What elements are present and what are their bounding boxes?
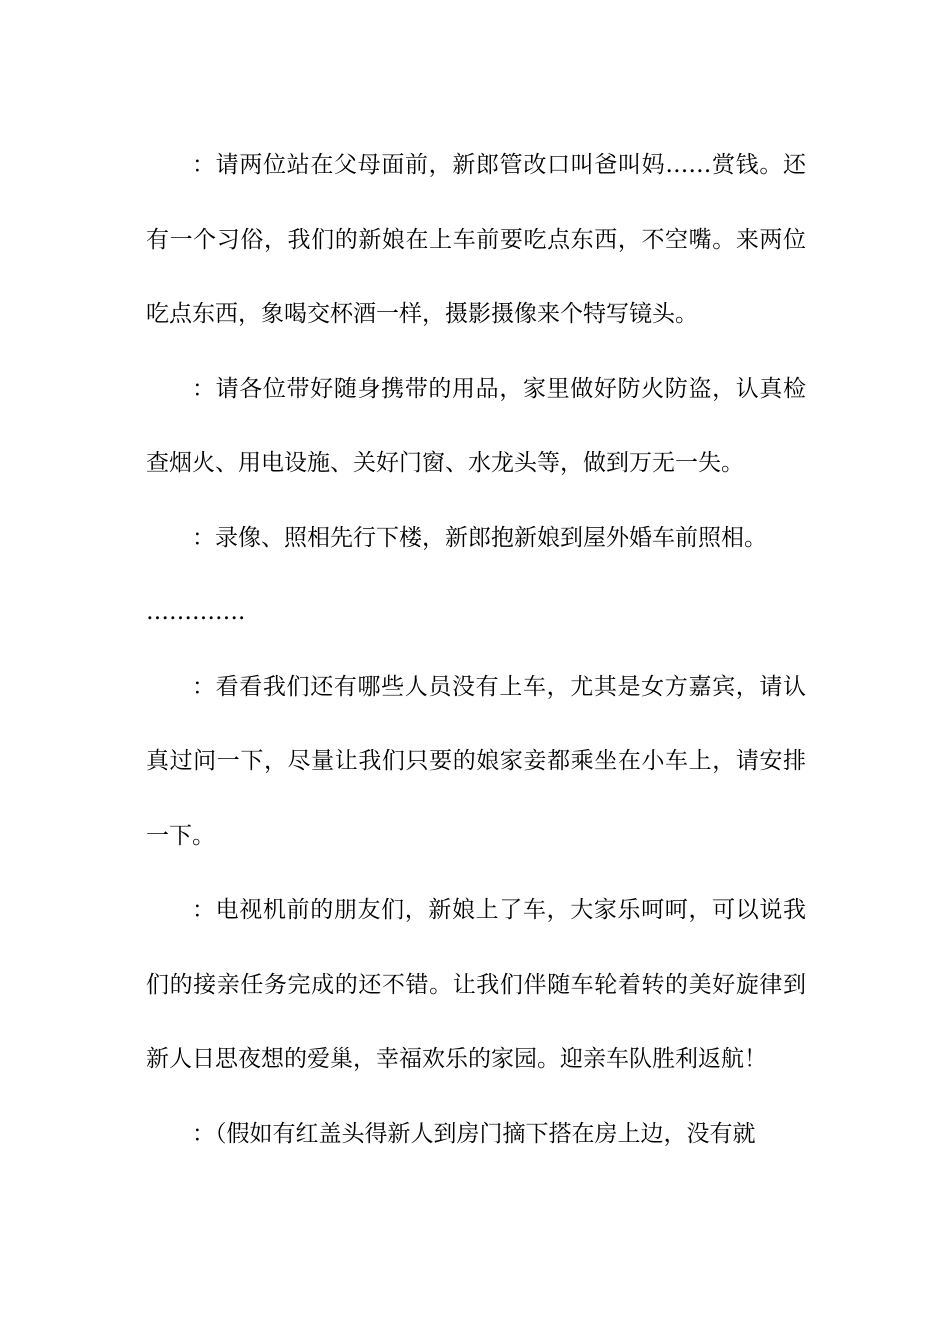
document-body: [146, 128, 806, 1171]
paragraph-safety-check: ：请各位带好随身携带的用品，家里做好防火防盗，认真检查烟火、用电设施、关好门窗、水龙头等，做到万无一失。: [146, 375, 806, 476]
paragraph-boarding-check: ：看看我们还有哪些人员没有上车，尤其是女方嘉宾，请认真过问一下，尽量让我们只要的娘家妾都乘坐在小车上，请安排一下。: [146, 673, 806, 849]
paragraph-parent-greeting: ：请两位站在父母面前，新郎管改口叫爸叫妈……赏钱。还有一个习俗，我们的新娘在上车前要吃点东西，不空嘴。来两位吃点东西，象喝交杯酒一样，摄影摄像来个特写镜头。: [146, 152, 806, 327]
paragraph-tv-announcement: ：电视机前的朋友们，新娘上了车，大家乐呵呵，可以说我们的接亲任务完成的还不错。让我们伴随车轮着转的美好旋律到新人日思夜想的爱巢，幸福欢乐的家园。迎亲车队胜利返航！: [146, 897, 806, 1072]
paragraph-ellipsis: ………….: [146, 599, 246, 625]
paragraph-photo-downstairs: ：录像、照相先行下楼，新郎抱新娘到屋外婚车前照相。: [192, 524, 767, 551]
paragraph-red-veil: ：（假如有红盖头得新人到房门摘下搭在房上边，没有就: [192, 1120, 756, 1147]
